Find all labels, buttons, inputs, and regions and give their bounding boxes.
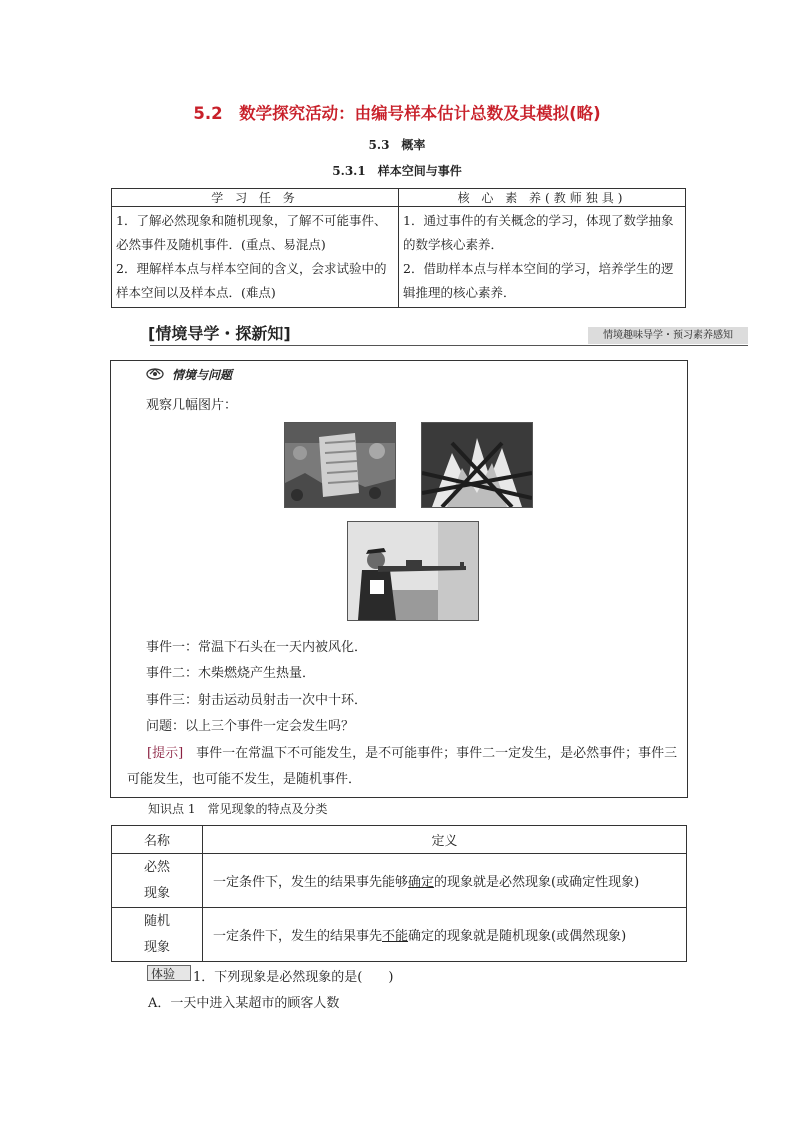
def-text-underlined: 确定 (408, 875, 435, 890)
photo-rock (284, 422, 396, 508)
exercise-question: 1．下列现象是必然现象的是( ) (193, 970, 394, 985)
goals-right-cell (399, 207, 686, 308)
goal-task-1: 1．了解必然现象和随机现象，了解不可能事件、必然事件及随机事件．(重点、易混点) (116, 213, 387, 252)
definition-table (111, 825, 687, 962)
event-2: 事件二：木柴燃烧产生热量． (146, 666, 316, 681)
def-name-line1: 必然 (143, 859, 170, 875)
def-definition-cell (203, 854, 687, 908)
scenario-icon (146, 366, 164, 380)
def-name-cell (112, 908, 203, 962)
page-title: 5.2 数学探究活动：由编号样本估计总数及其模拟(略) (193, 104, 601, 123)
photo-fire (421, 422, 533, 508)
def-text-pre: 一定条件下，发生的结果事先能够 (213, 875, 409, 890)
scenario-label: 情境与问题 (172, 368, 233, 382)
section-divider (150, 345, 748, 346)
hint-text: 事件一在常温下不可能发生，是不可能事件；事件二一定发生，是必然事件；事件三可能发生，也可能不发生，是随机事件． (127, 746, 678, 787)
section-tag: 情境趣味导学・预习素养感知 (588, 327, 748, 344)
def-name-line1: 随机 (143, 913, 170, 929)
goals-table (111, 188, 686, 308)
section-title: 5.3 概率 (368, 138, 426, 152)
def-text-pre: 一定条件下，发生的结果事先 (213, 929, 383, 944)
event-3: 事件三：射击运动员射击一次中十环． (146, 693, 368, 708)
def-name-line2: 现象 (143, 939, 170, 955)
hint-label: [提示] (147, 746, 184, 761)
goals-header-tasks: 学 习 任 务 (112, 189, 399, 207)
def-header-name: 名称 (112, 826, 203, 854)
goals-left-cell (112, 207, 399, 308)
section-header: [情境导学・探新知] (148, 324, 291, 343)
def-header-definition: 定义 (203, 826, 687, 854)
goal-literacy-1: 1．通过事件的有关概念的学习，体现了数学抽象的数学核心素养． (403, 213, 674, 252)
subsection-title: 5.3.1 样本空间与事件 (332, 164, 462, 178)
scenario-hint (127, 741, 683, 793)
def-name-line2: 现象 (143, 885, 170, 901)
photo-shooter (347, 521, 479, 621)
exercise-option-a: A．一天中进入某超市的顾客人数 (148, 996, 340, 1011)
knowledge-point-title: 知识点 1 常见现象的特点及分类 (148, 802, 328, 816)
def-text-underlined: 不能 (382, 929, 409, 944)
def-name-cell (112, 854, 203, 908)
def-text-post: 确定的现象就是随机现象(或偶然现象) (408, 929, 627, 944)
event-1: 事件一：常温下石头在一天内被风化． (146, 640, 368, 655)
goal-literacy-2: 2．借助样本点与样本空间的学习，培养学生的逻辑推理的核心素养． (403, 261, 674, 300)
scenario-intro: 观察几幅图片： (146, 398, 238, 413)
def-definition-cell (203, 908, 687, 962)
scenario-question: 问题：以上三个事件一定会发生吗？ (146, 719, 355, 734)
def-text-post: 的现象就是必然现象(或确定性现象) (434, 875, 640, 890)
exercise-label: 体验 (147, 965, 191, 981)
goal-task-2: 2．理解样本点与样本空间的含义，会求试验中的样本空间以及样本点．(难点) (116, 261, 387, 300)
goals-header-literacy: 核 心 素 养(教师独具) (399, 189, 686, 207)
